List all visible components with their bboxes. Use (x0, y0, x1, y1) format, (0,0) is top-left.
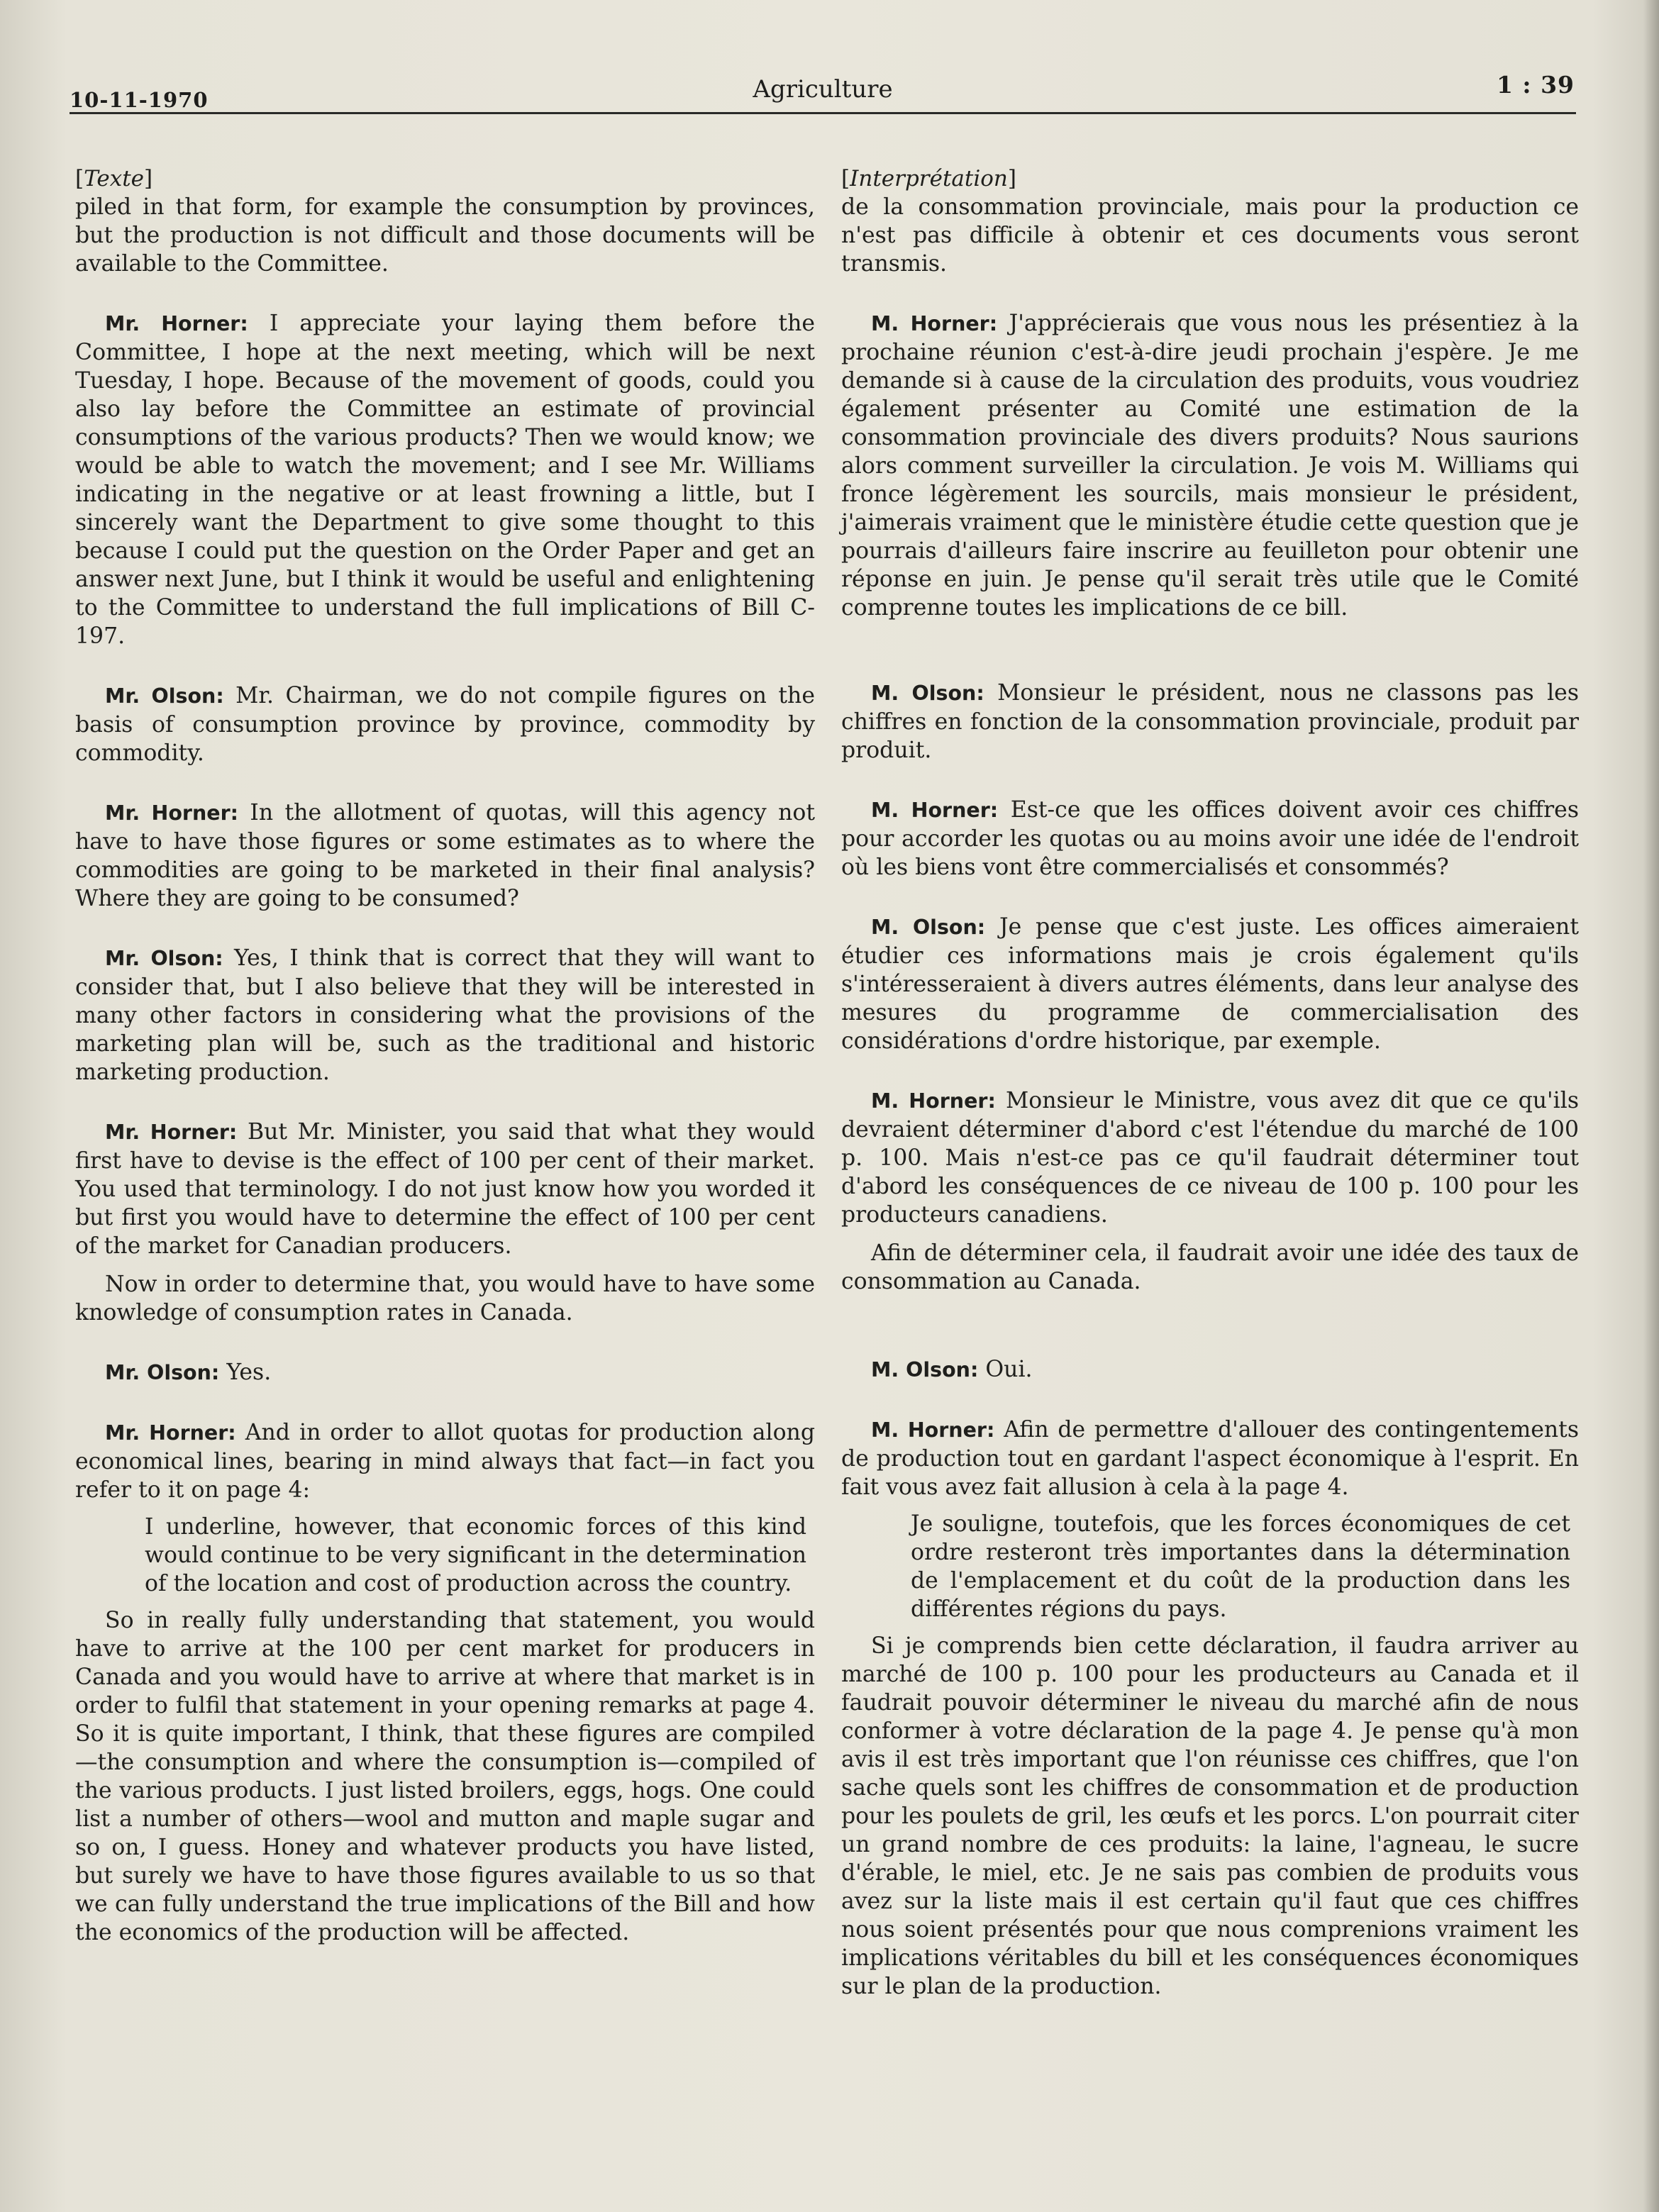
paragraph: Afin de déterminer cela, il faudrait avoir une idée des taux de consommation au Canada. (841, 1240, 1579, 1294)
paragraph: Mr. Olson: Yes, I think that is correct that they will want to consider that, but I also believe that they will be interested in many other factors in considering what the provisions of the marketing plan will be, such as the traditional and historic marketing production. (75, 945, 815, 1085)
speaker-name: M. Horner: (871, 1089, 996, 1113)
block-quote: Je souligne, toutefois, que les forces économiques de cet ordre resteront très importantes dans la détermination de l'emplacement et du coût de la production dans les différentes régions du pays. (911, 1511, 1570, 1622)
header-date: 10-11-1970 (70, 88, 209, 112)
paragraph: de la consommation provinciale, mais pour la production ce n'est pas difficile à obtenir et ces documents vous seront transmis. (841, 194, 1579, 277)
paragraph: Now in order to determine that, you would have to have some knowledge of consumption rates in Canada. (75, 1272, 815, 1325)
french-column (841, 165, 1579, 2001)
paragraph: So in really fully understanding that statement, you would have to arrive at the 100 per cent market for producers in Canada and you would have to arrive at where that market is in order to fulfil that statement in your opening remarks at page 4. So it is quite important, I think, that these figures are compiled—the consumption and where the consumption is—compiled of the various products. I just listed broilers, eggs, hogs. One could list a number of others—wool and mutton and maple sugar and so on, I guess. Honey and whatever products you have listed, but surely we have to have those figures available to us so that we can fully understand the true implications of the Bill and how the economics of the production will be affected. (75, 1608, 815, 1945)
speaker-name: Mr. Horner: (105, 1421, 236, 1445)
block-quote: I underline, however, that economic forces of this kind would continue to be very significant in the determination of the location and cost of production across the country. (145, 1514, 806, 1596)
speaker-name: M. Olson: (871, 1358, 979, 1382)
paragraph: Mr. Olson: Yes. (105, 1360, 272, 1385)
paragraph: Mr. Horner: I appreciate your laying them before the Committee, I hope at the next meeting, which will be next Tuesday, I hope. Because of the movement of goods, could you also lay before the Committee an estimate of provincial consumptions of the various products? Then we would know; we would be able to watch the movement; and I see Mr. Williams indicating in the negative or at least frowning a little, but I sincerely want the Department to give some thought to this because I could put the question on the Order Paper and get an answer next June, but I think it would be useful and enlightening to the Committee to understand the full implications of Bill C-197. (75, 311, 816, 649)
paragraph: M. Horner: Est-ce que les offices doivent avoir ces chiffres pour accorder les quotas ou au moins avoir une idée de l'endroit où les biens vont être commercialisés et consommés? (841, 797, 1579, 880)
speaker-name: M. Horner: (871, 799, 999, 822)
speaker-name: Mr. Horner: (105, 1121, 238, 1144)
paragraph: Mr. Horner: And in order to allot quotas for production along economical lines, bearing in mind always that fact—in fact you refer to it on page 4: (75, 1420, 815, 1503)
paragraph: Mr. Horner: In the allotment of quotas, will this agency not have to have those figures or some estimates as to where the commodities are going to be marketed in their final analysis? Where they are going to be consumed? (75, 800, 815, 911)
header-page-number: 1 : 39 (1496, 71, 1575, 99)
speaker-name: Mr. Olson: (105, 684, 224, 708)
speaker-name: M. Olson: (871, 682, 984, 705)
paragraph: Si je comprends bien cette déclaration, il faudra arriver au marché de 100 p. 100 pour les producteurs au Canada et il faudrait pouvoir déterminer le niveau du marché afin de nous conformer à votre déclaration de la page 4. Je pense qu'à mon avis il est très important que l'on réunisse ces chiffres, que l'on sache quels sont les chiffres de consommation et de production pour les poulets de gril, les œufs et les porcs. L'on pourrait citer un grand nombre de ces produits: la laine, l'agneau, le sucre d'érable, le miel, etc. Je ne sais pas combien de produits vous avez sur la liste mais il est certain qu'il faut que ces chiffres nous soient présentés pour que nous comprenions vraiment les implications véritables du bill et les conséquences économiques sur le plan de la production. (841, 1633, 1579, 1999)
paragraph: piled in that form, for example the consumption by provinces, but the production is not difficult and those documents will be available to the Committee. (75, 194, 815, 277)
speaker-name: Mr. Olson: (105, 947, 223, 970)
binding-shadow (1643, 0, 1659, 2212)
paragraph: Mr. Olson: Mr. Chairman, we do not compile figures on the basis of consumption province by province, commodity by commodity. (75, 683, 815, 766)
paragraph: Mr. Horner: But Mr. Minister, you said that what they would first have to devise is the effect of 100 per cent of their market. You used that terminology. I do not just know how you worded it but first you would have to determine the effect of 100 per cent of the market for Canadian producers. (75, 1119, 815, 1259)
header-title: Agriculture (753, 75, 893, 104)
paragraph: M. Horner: Afin de permettre d'allouer des contingentements de production tout en gardant l'aspect économique à l'esprit. En fait vous avez fait allusion à cela à la page 4. (841, 1417, 1580, 1500)
paragraph: M. Horner: Monsieur le Ministre, vous avez dit que ce qu'ils devraient déterminer d'abord c'est l'étendue du marché de 100 p. 100. Mais n'est-ce pas ce qu'il faudrait déterminer tout d'abord les conséquences de ce niveau de 100 p. 100 pour les producteurs canadiens. (841, 1088, 1579, 1228)
page-header (70, 70, 1576, 114)
paragraph: M. Horner: J'apprécierais que vous nous les présentiez à la prochaine réunion c'est-à-dire jeudi prochain j'espère. Je me demande si à cause de la circulation des produits, vous voudriez également présenter au Comité une estimation de la consommation provinciale des divers produits? Nous saurions alors comment surveiller la circulation. Je vois M. Williams qui fronce légèrement les sourcils, mais monsieur le président, j'aimerais vraiment que le ministère étudie cette question que je pourrais d'ailleurs faire inscrire au feuilleton pour obtenir une réponse en juin. Je pense qu'il serait très utile que le Comité comprenne toutes les implications de ce bill. (841, 311, 1579, 621)
column-label: [Interprétation] (841, 166, 1017, 191)
speaker-name: Mr. Horner: (105, 801, 239, 825)
speaker-name: M. Olson: (871, 916, 986, 939)
paragraph: M. Olson: Monsieur le président, nous ne classons pas les chiffres en fonction de la consommation provinciale, produit par produit. (841, 680, 1579, 763)
paragraph: M. Olson: Oui. (871, 1357, 1033, 1382)
speaker-name: M. Horner: (871, 312, 998, 335)
speaker-name: M. Horner: (871, 1418, 995, 1442)
english-column (75, 165, 815, 1947)
speaker-name: Mr. Horner: (105, 312, 248, 335)
column-label: [Texte] (75, 166, 153, 191)
paragraph: M. Olson: Je pense que c'est juste. Les offices aimeraient étudier ces informations mais je crois également qu'ils s'intéresseraient à divers autres éléments, dans leur analyse des mesures du programme de commercialisation des considérations d'ordre historique, par exemple. (841, 914, 1580, 1054)
speaker-name: Mr. Olson: (105, 1361, 220, 1384)
